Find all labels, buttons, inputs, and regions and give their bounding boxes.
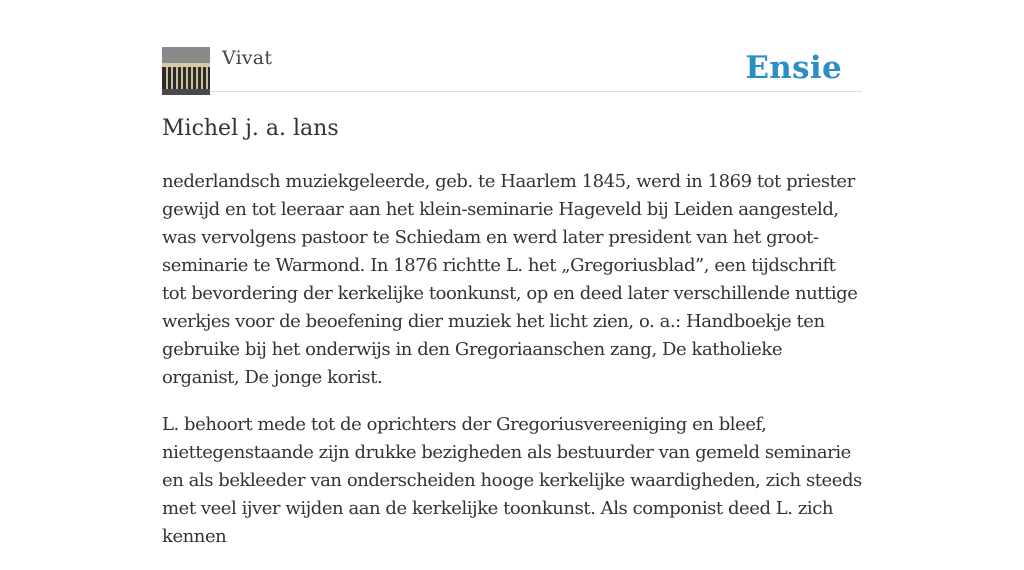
book-spines-icon: [162, 47, 210, 95]
avatar[interactable]: [162, 47, 210, 95]
header: [162, 0, 862, 92]
page-container: [162, 0, 862, 547]
article-body: [162, 168, 862, 570]
brand-logo[interactable]: Ensie: [745, 50, 842, 86]
paragraph: L. behoort mede tot de oprichters der Gregoriusvereeniging en bleef, niettegenstaande zijn drukke bezigheden als bestuurder van gemeld seminarie en als bekleeder van onderscheiden hooge kerkelijke waardigheden, zich steeds met veel ijver wijden aan de kerkelijke toonkunst. Als componist deed L. zich kennen: [162, 414, 862, 547]
paragraph: nederlandsch muziekgeleerde, geb. te Haarlem 1845, werd in 1869 tot priester gewijd en tot leeraar aan het klein-seminarie Hageveld bij Leiden aangesteld, was vervolgens pastoor te Schiedam en werd later president van het groot-seminarie te Warmond. In 1876 richtte L. het „Gregoriusblad”, een tijdschrift tot bevordering der kerkelijke toonkunst, op en deed later verschillende nuttige werkjes voor de beoefening dier muziek het licht zien, o. a.: Handboekje ten gebruike bij het onderwijs in den Gregoriaanschen zang, De katholieke organist, De jonge korist.: [162, 171, 858, 388]
source-name[interactable]: Vivat: [222, 47, 273, 69]
page-title: Michel j. a. lans: [162, 116, 339, 141]
